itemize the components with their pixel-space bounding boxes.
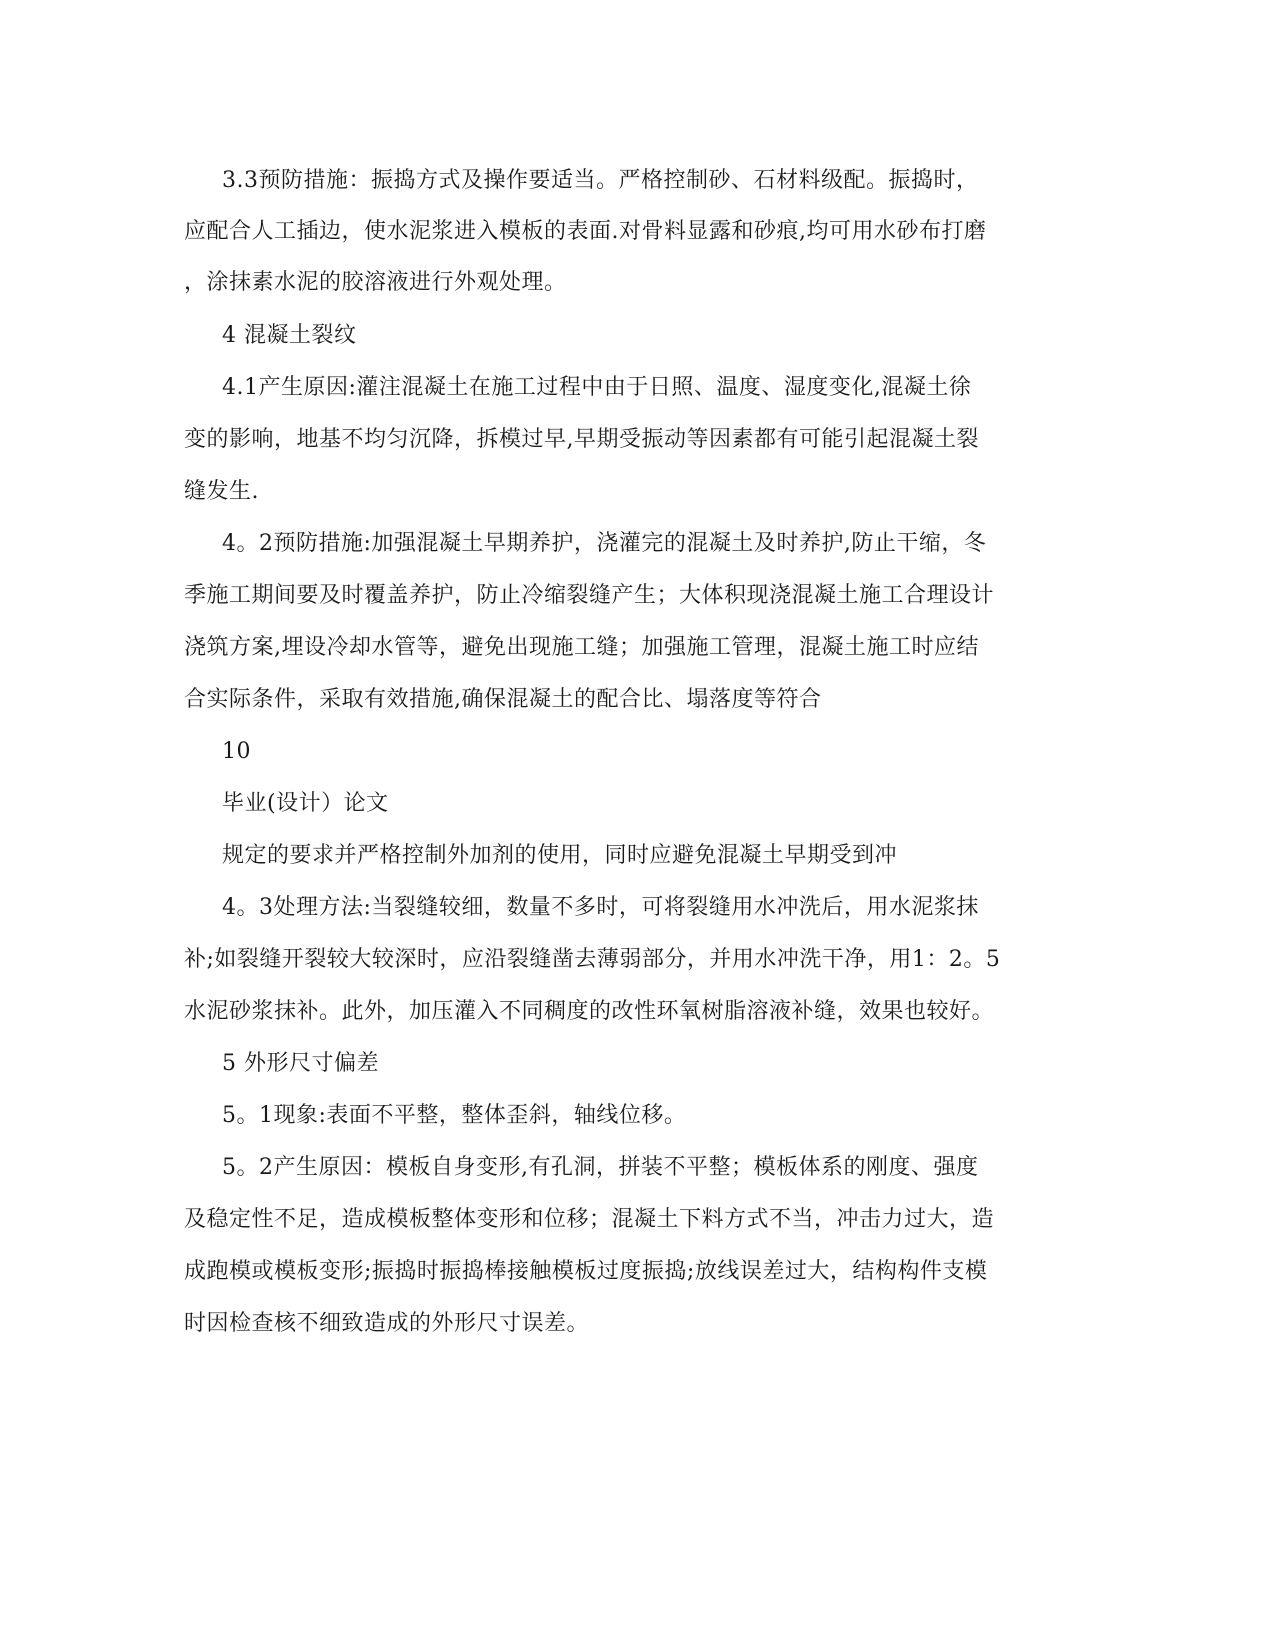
paragraph-4-2-line-3: 浇筑方案,埋设冷却水管等，避免出现施工缝；加强施工管理，混凝土施工时应结: [184, 635, 979, 660]
paragraph-4-1-line-1: 4.1产生原因:灌注混凝土在施工过程中由于日照、温度、湿度变化,混凝土徐: [222, 375, 972, 400]
page-number: 10: [222, 739, 251, 764]
paragraph-4-2-line-1: 4。2预防措施:加强混凝土早期养护，浇灌完的混凝土及时养护,防止干缩，冬: [222, 531, 987, 556]
running-header: 毕业(设计）论文: [222, 791, 389, 816]
paragraph-5-2-line-4: 时因检查核不细致造成的外形尺寸误差。: [184, 1311, 590, 1336]
paragraph-3-3-line-2: 应配合人工插边，使水泥浆进入模板的表面.对骨料显露和砂痕,均可用水砂布打磨: [184, 219, 987, 244]
paragraph-5-2-line-1: 5。2产生原因：模板自身变形,有孔洞，拼装不平整；模板体系的刚度、强度: [222, 1155, 979, 1180]
paragraph-3-3-line-1: 3.3预防措施：振捣方式及操作要适当。严格控制砂、石材料级配。振捣时，: [222, 168, 979, 193]
paragraph-3-3-line-3: ，涂抹素水泥的胶溶液进行外观处理。: [184, 270, 567, 295]
paragraph-4-3-line-2: 补;如裂缝开裂较大较深时，应沿裂缝凿去薄弱部分，并用水冲洗干净，用1：2。5: [184, 947, 1001, 972]
paragraph-4-3-line-3: 水泥砂浆抹补。此外，加压灌入不同稠度的改性环氧树脂溶液补缝，效果也较好。: [184, 999, 995, 1024]
paragraph-5-2-line-2: 及稳定性不足，造成模板整体变形和位移；混凝土下料方式不当，冲击力过大，造: [184, 1207, 995, 1232]
section-heading-4: 4 混凝土裂纹: [222, 323, 357, 348]
paragraph-continuation: 规定的要求并严格控制外加剂的使用，同时应避免混凝土早期受到冲: [222, 843, 898, 868]
paragraph-4-3-line-1: 4。3处理方法:当裂缝较细，数量不多时，可将裂缝用水冲洗后，用水泥浆抹: [222, 895, 979, 920]
paragraph-4-2-line-4: 合实际条件，采取有效措施,确保混凝土的配合比、塌落度等符合: [184, 687, 822, 712]
paragraph-5-1: 5。1现象:表面不平整，整体歪斜，轴线位移。: [222, 1103, 687, 1128]
paragraph-4-2-line-2: 季施工期间要及时覆盖养护，防止冷缩裂缝产生；大体积现浇混凝土施工合理设计: [184, 583, 995, 608]
section-heading-5: 5 外形尺寸偏差: [222, 1051, 379, 1076]
paragraph-4-1-line-3: 缝发生.: [184, 479, 259, 504]
paragraph-5-2-line-3: 成跑模或模板变形;振捣时振捣棒接触模板过度振捣;放线误差过大，结构构件支模: [184, 1259, 988, 1284]
paragraph-4-1-line-2: 变的影响，地基不均匀沉降，拆模过早,早期受振动等因素都有可能引起混凝土裂: [184, 427, 979, 452]
